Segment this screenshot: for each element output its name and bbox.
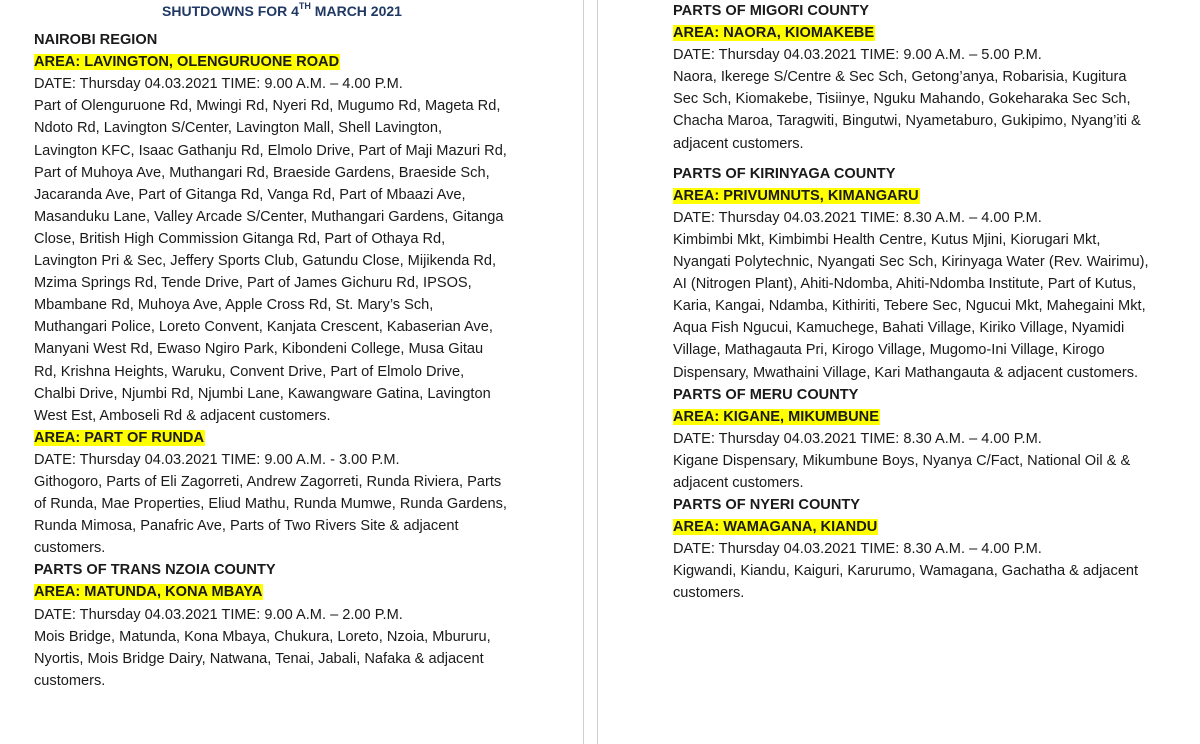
region-heading-trans-nzoia: PARTS OF TRANS NZOIA COUNTY xyxy=(34,562,276,579)
right-column xyxy=(673,0,1151,605)
area-description-runda: Githogoro, Parts of Eli Zagorreti, Andrew Zagorreti, Runda Riviera, Parts of Runda, Mae Properties, Eliud Mathu, Runda Mumwe, Runda Gardens, Runda Mimosa, Panafric Ave, Parts of Two Rivers Site & adjacent customers. xyxy=(34,473,507,557)
page-gutter xyxy=(583,0,598,744)
date-line-matunda: DATE: Thursday 04.03.2021 TIME: 9.00 A.M. – 2.00 P.M. xyxy=(34,606,403,623)
area-heading-wamagana xyxy=(673,516,1151,538)
area-label-kigane: AREA: KIGANE, MIKUMBUNE xyxy=(673,408,879,425)
area-label-naora: AREA: NAORA, KIOMAKEBE xyxy=(673,25,875,42)
area-heading-kigane xyxy=(673,406,1151,428)
right-page xyxy=(598,0,1200,744)
area-description-kigane: Kigane Dispensary, Mikumbune Boys, Nyanya C/Fact, National Oil & & adjacent customers. xyxy=(673,452,1131,491)
date-line-wamagana: DATE: Thursday 04.03.2021 TIME: 8.30 A.M. – 4.00 P.M. xyxy=(673,541,1042,558)
title-superscript: TH xyxy=(298,1,311,11)
area-label-matunda: AREA: MATUNDA, KONA MBAYA xyxy=(34,584,263,601)
left-column xyxy=(34,0,509,692)
date-line-kigane: DATE: Thursday 04.03.2021 TIME: 8.30 A.M. – 4.00 P.M. xyxy=(673,430,1042,447)
area-heading-naora xyxy=(673,22,1151,44)
date-line-runda: DATE: Thursday 04.03.2021 TIME: 9.00 A.M. - 3.00 P.M. xyxy=(34,451,400,468)
document-title xyxy=(82,0,482,22)
area-heading-lavington xyxy=(34,51,509,73)
area-label-lavington: AREA: LAVINGTON, OLENGURUONE ROAD xyxy=(34,54,340,71)
left-page xyxy=(0,0,583,744)
area-label-runda: AREA: PART OF RUNDA xyxy=(34,429,204,446)
region-heading-migori: PARTS OF MIGORI COUNTY xyxy=(673,3,869,19)
date-line-lavington: DATE: Thursday 04.03.2021 TIME: 9.00 A.M. – 4.00 P.M. xyxy=(34,76,403,93)
area-description-privumnuts: Kimbimbi Mkt, Kimbimbi Health Centre, Kutus Mjini, Kiorugari Mkt, Nyangati Polytechnic, Nyangati Sec Sch, Kirinyaga Water (Rev. Wairimu), AI (Nitrogen Plant), Ahiti-Ndomba, Ahiti-Ndomba Institute, Part of Kutus, Karia, Kangai, Ndamba, Kithiriti, Tebere Sec, Ngucui Mkt, Mahegaini Mkt, Aqua Fish Ngucui, Kamuchege, Bahati Village, Kiriko Village, Nyamidi Village, Mathagauta Pri, Kirogo Village, Mugomo-Ini Village, Kirogo Dispensary, Mwathaini Village, Kari Mathangauta & adjacent customers. xyxy=(673,231,1149,381)
area-label-privumnuts: AREA: PRIVUMNUTS, KIMANGARU xyxy=(673,187,919,204)
area-description-lavington: Part of Olenguruone Rd, Mwingi Rd, Nyeri Rd, Mugumo Rd, Mageta Rd, Ndoto Rd, Lavington S/Center, Lavington Mall, Shell Lavington, Lavington KFC, Isaac Gathanju Rd, Elmolo Drive, Part of Maji Mazuri Rd, Part of Muhoya Ave, Muthangari Rd, Braeside Gardens, Braeside Sch, Jacaranda Ave, Part of Gitanga Rd, Vanga Rd, Part of Mbaazi Ave, Masanduku Lane, Valley Arcade S/Center, Muthangari Gardens, Gitanga Close, British High Commission Gitanga Rd, Part of Othaya Rd, Lavington Pri & Sec, Jeffery Sports Club, Gatundu Close, Mijikenda Rd, Mzima Springs Rd, Tende Drive, Part of James Gichuru Rd, IPSOS, Mbambane Rd, Muhoya Ave, Apple Cross Rd, St. Mary’s Sch, Muthangari Police, Loreto Convent, Kanjata Crescent, Kabaserian Ave, Manyani West Rd, Ewaso Ngiro Park, Kibondeni College, Musa Gitau Rd, Krishna Heights, Waruku, Convent Drive, Part of Elmolo Drive, Chalbi Drive, Njumbi Rd, Njumbi Lane, Kawangware Gatina, Lavington West Est, Amboseli Rd & adjacent customers. xyxy=(34,98,507,424)
area-label-wamagana: AREA: WAMAGANA, KIANDU xyxy=(673,519,878,536)
date-line-privumnuts: DATE: Thursday 04.03.2021 TIME: 8.30 A.M. – 4.00 P.M. xyxy=(673,209,1042,226)
area-description-naora: Naora, Ikerege S/Centre & Sec Sch, Getong’anya, Robarisia, Kugitura Sec Sch, Kiomakebe, Tisiinye, Nguku Mahando, Gokeharaka Sec Sch, Chacha Maroa, Taragwiti, Bingutwi, Nyametaburo, Gukipimo, Nyang’iti & adjacent customers. xyxy=(673,69,1141,152)
date-line-naora: DATE: Thursday 04.03.2021 TIME: 9.00 A.M. – 5.00 P.M. xyxy=(673,47,1042,64)
area-description-wamagana: Kigwandi, Kiandu, Kaiguri, Karurumo, Wamagana, Gachatha & adjacent customers. xyxy=(673,563,1139,602)
region-heading-nairobi: NAIROBI REGION xyxy=(34,32,158,49)
region-heading-kirinyaga: PARTS OF KIRINYAGA COUNTY xyxy=(673,165,896,182)
region-heading-nyeri: PARTS OF NYERI COUNTY xyxy=(673,497,861,514)
area-heading-matunda xyxy=(34,581,509,603)
area-description-matunda: Mois Bridge, Matunda, Kona Mbaya, Chukura, Loreto, Nzoia, Mbururu, Nyortis, Mois Bridge Dairy, Natwana, Tenai, Jabali, Nafaka & adjacent customers. xyxy=(34,628,491,689)
title-prefix: SHUTDOWNS FOR 4 xyxy=(162,3,299,19)
area-heading-runda xyxy=(34,427,509,449)
title-suffix: MARCH 2021 xyxy=(310,3,402,19)
area-heading-privumnuts xyxy=(673,185,1151,207)
region-heading-meru: PARTS OF MERU COUNTY xyxy=(673,386,859,403)
